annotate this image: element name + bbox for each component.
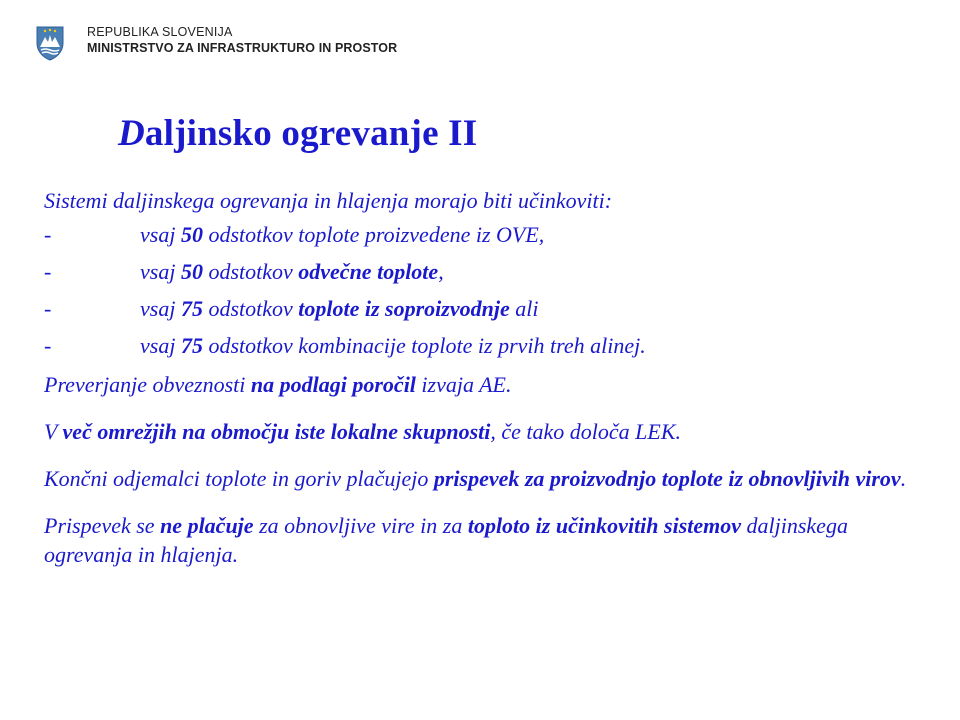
list-item [44,294,924,323]
paragraph-networks: V več omrežjih na območju iste lokalne skupnosti, če tako določa LEK. [44,419,681,444]
slide-content [44,186,924,587]
bullet-list [44,220,924,360]
paragraph-contribution: Končni odjemalci toplote in goriv plačujejo prispevek za proizvodnjo toplote iz obnovljivih virov. [44,466,907,491]
title-first-letter: D [118,113,145,154]
list-item [44,331,924,360]
title-rest: aljinsko ogrevanje II [144,113,478,154]
coat-of-arms-icon [35,25,65,61]
bullet-text: vsaj 75 odstotkov toplote iz soproizvodnje ali [140,296,539,321]
bullet-dash: - [44,222,52,247]
header [35,24,397,61]
bullet-text: vsaj 50 odstotkov odvečne toplote, [140,259,444,284]
bullet-dash: - [44,259,52,284]
list-item [44,257,924,286]
bullet-dash: - [44,296,52,321]
intro-text: Sistemi daljinskega ogrevanja in hlajenja morajo biti učinkoviti: [44,188,613,213]
org-line2: MINISTRSTVO ZA INFRASTRUKTURO IN PROSTOR [87,41,398,55]
bullet-text: vsaj 75 odstotkov kombinacije toplote iz prvih treh alinej. [140,333,646,358]
bullet-text: vsaj 50 odstotkov toplote proizvedene iz OVE, [140,222,545,247]
slide-title [118,112,477,155]
organization-name [87,24,397,56]
paragraph-reporting: Preverjanje obveznosti na podlagi poročil izvaja AE. [44,372,512,397]
org-line1: REPUBLIKA SLOVENIJA [87,25,233,39]
list-item [44,220,924,249]
bullet-dash: - [44,333,52,358]
paragraph-exemption: Prispevek se ne plačuje za obnovljive vire in za toploto iz učinkovitih sistemov daljinskega ogrevanja in hlajenja. [44,513,848,567]
